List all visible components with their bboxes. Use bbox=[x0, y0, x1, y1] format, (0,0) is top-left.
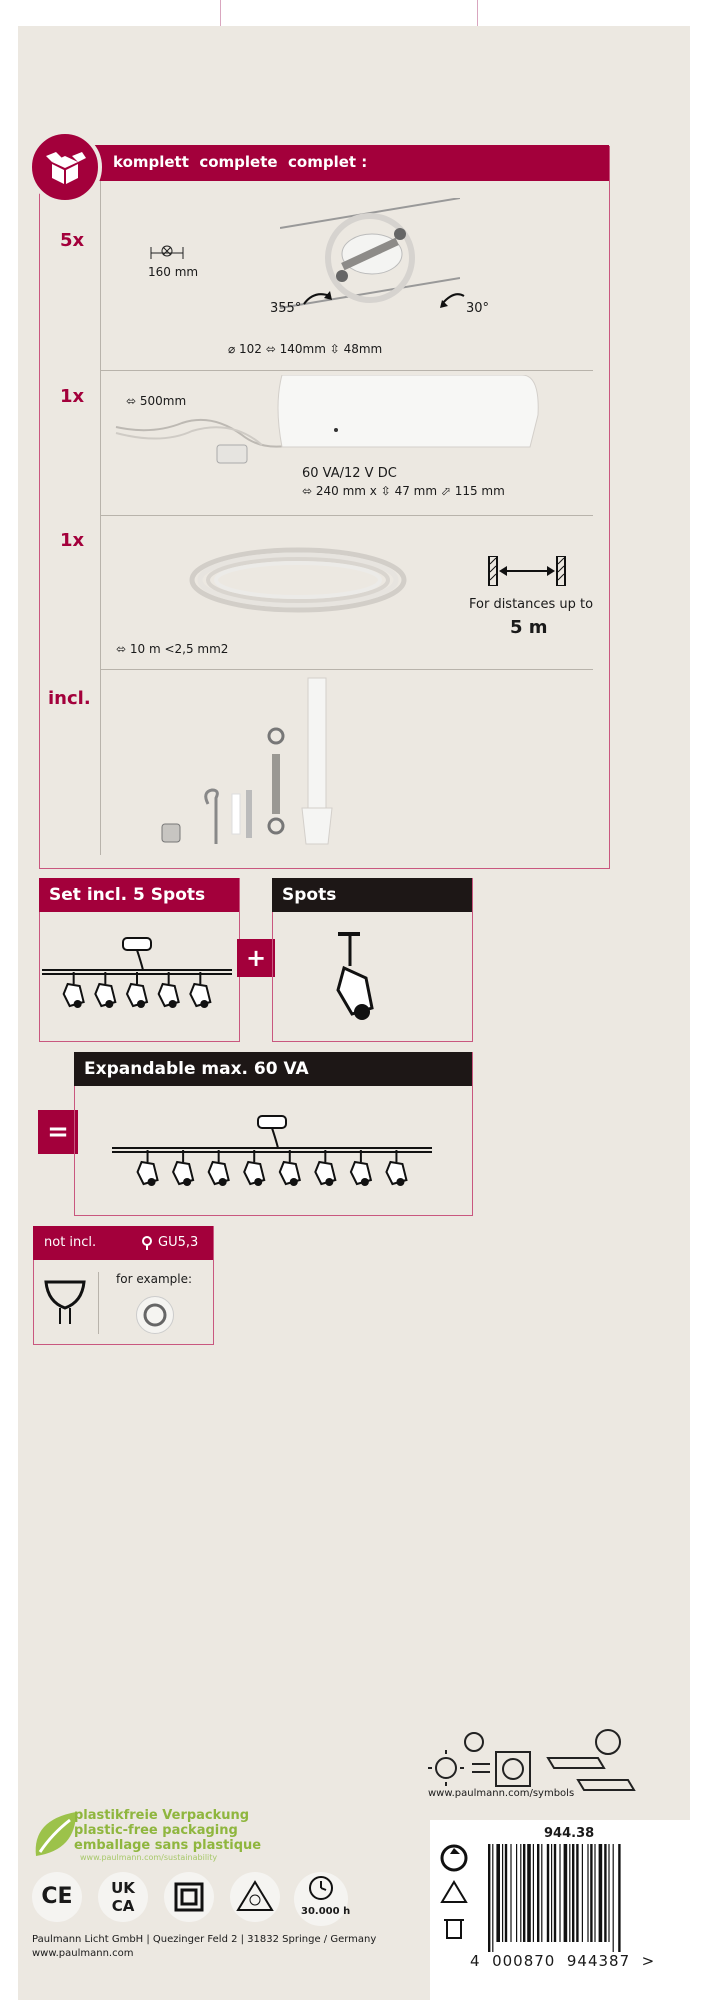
expanded-track-image bbox=[112, 1108, 432, 1202]
spot-dimensions: ⌀ 102 ⬄ 140mm ⇳ 48mm bbox=[228, 342, 383, 356]
lifetime-hours: 30.000 h bbox=[301, 1906, 351, 1917]
barcode-bar bbox=[492, 1844, 493, 1952]
transformer-spec: 60 VA/12 V DC bbox=[302, 466, 397, 481]
ukca-top: UK bbox=[111, 1879, 135, 1897]
spot-lens bbox=[219, 1178, 227, 1186]
spot-lens bbox=[169, 1000, 177, 1008]
barcode-bar bbox=[604, 1844, 606, 1942]
row-divider bbox=[101, 515, 593, 516]
ukca-bottom: CA bbox=[111, 1897, 135, 1915]
distance-icon bbox=[487, 556, 567, 590]
spot-lens bbox=[290, 1178, 298, 1186]
row-divider bbox=[101, 669, 593, 670]
leaf-icon bbox=[32, 1810, 78, 1864]
set-header: Set incl. 5 Spots bbox=[39, 878, 239, 912]
spot-lens bbox=[137, 1000, 145, 1008]
spot-lens bbox=[200, 1000, 208, 1008]
barcode-bar bbox=[594, 1844, 595, 1942]
barcode-bar bbox=[496, 1844, 500, 1942]
reflector-bulb-icon bbox=[44, 1278, 86, 1332]
distance-value: 5 m bbox=[510, 617, 548, 638]
spot-width-label: 160 mm bbox=[148, 265, 199, 279]
barcode-bar bbox=[527, 1844, 531, 1942]
transformer-icon bbox=[258, 1116, 286, 1128]
barcode bbox=[484, 1844, 664, 1956]
barcode-bar bbox=[502, 1844, 503, 1942]
mounting-hardware-image bbox=[150, 674, 350, 858]
barcode-bar bbox=[554, 1844, 556, 1942]
barcode-bar bbox=[520, 1844, 521, 1942]
ce-mark: CE bbox=[32, 1872, 82, 1922]
wire-spec: ⬄ 10 m <2,5 mm2 bbox=[116, 642, 229, 656]
equals-sign: = bbox=[38, 1110, 78, 1154]
barcode-bar bbox=[599, 1844, 603, 1942]
barcode-bar bbox=[541, 1844, 542, 1942]
ukca-mark bbox=[98, 1872, 148, 1922]
barcode-bar bbox=[564, 1844, 568, 1942]
spot-width-icon bbox=[150, 245, 184, 265]
barcode-bar bbox=[523, 1844, 525, 1942]
barcode-bar bbox=[569, 1844, 570, 1942]
spot-lens bbox=[396, 1178, 404, 1186]
example-bulb-image bbox=[136, 1296, 174, 1334]
eco-en: plastic-free packaging bbox=[74, 1823, 238, 1838]
single-spot-icon bbox=[330, 930, 400, 1024]
company-web: www.paulmann.com bbox=[32, 1948, 134, 1959]
barcode-bar bbox=[547, 1844, 549, 1942]
transformer-image bbox=[112, 375, 542, 479]
spot-lens bbox=[361, 1178, 369, 1186]
barcode-bar bbox=[572, 1844, 574, 1942]
spot-lens bbox=[183, 1178, 191, 1186]
eco-fr: emballage sans plastique bbox=[74, 1838, 262, 1853]
barcode-bar bbox=[505, 1844, 507, 1942]
barcode-bar bbox=[613, 1844, 614, 1952]
article-number: 944.38 bbox=[544, 1826, 595, 1841]
eco-de: plastikfreie Verpackung bbox=[74, 1808, 250, 1823]
company-address: Paulmann Licht GmbH | Quezinger Feld 2 | 31832 Springe / Germany bbox=[32, 1934, 377, 1945]
barcode-bar bbox=[559, 1844, 560, 1942]
row-divider bbox=[101, 370, 593, 371]
eco-url: www.paulmann.com/sustainability bbox=[80, 1853, 218, 1862]
track-set-image bbox=[42, 930, 232, 1024]
rotate-right-arrow-icon bbox=[440, 288, 466, 312]
wire-coil-image bbox=[188, 540, 408, 624]
row-quantity: incl. bbox=[48, 688, 91, 709]
barcode-bar bbox=[516, 1844, 517, 1942]
class-ii-icon bbox=[164, 1872, 214, 1922]
spot-lens bbox=[148, 1178, 156, 1186]
cable-length-label: ⬄ 500mm bbox=[126, 394, 187, 408]
not-included-label: not incl. bbox=[44, 1235, 97, 1250]
spot-lens bbox=[105, 1000, 113, 1008]
spot-lens bbox=[325, 1178, 333, 1186]
not-included-divider bbox=[98, 1272, 99, 1334]
spots-header: Spots bbox=[272, 878, 472, 912]
angle-right-label: 30° bbox=[466, 301, 490, 316]
example-label: for example: bbox=[116, 1272, 193, 1286]
row-quantity: 5x bbox=[60, 230, 85, 251]
barcode-bar bbox=[551, 1844, 552, 1942]
contents-column-divider bbox=[100, 181, 101, 855]
symbols-url: www.paulmann.com/symbols bbox=[428, 1788, 575, 1799]
transformer-icon bbox=[123, 938, 151, 950]
barcode-bar bbox=[587, 1844, 588, 1942]
barcode-bar bbox=[582, 1844, 583, 1942]
spot-lens bbox=[74, 1000, 82, 1008]
distance-label: For distances up to bbox=[469, 597, 594, 612]
plus-sign: + bbox=[237, 939, 275, 977]
barcode-bar bbox=[533, 1844, 534, 1942]
row-quantity: 1x bbox=[60, 386, 85, 407]
barcode-bar bbox=[618, 1844, 620, 1952]
barcode-bar bbox=[576, 1844, 578, 1942]
row-quantity: 1x bbox=[60, 530, 85, 551]
barcode-bar bbox=[590, 1844, 592, 1942]
bulb-icon bbox=[140, 1235, 154, 1254]
bulb-type-label: GU5,3 bbox=[158, 1235, 199, 1250]
barcode-bar bbox=[608, 1844, 609, 1942]
feed-wire bbox=[272, 1128, 278, 1148]
barcode-digits: 4 000870 944387 > bbox=[470, 1952, 656, 1970]
barcode-bar bbox=[488, 1844, 490, 1952]
rotate-left-arrow-icon bbox=[302, 286, 332, 310]
feed-wire bbox=[137, 950, 143, 970]
transformer-dimensions: ⬄ 240 mm x ⇳ 47 mm ⬀ 115 mm bbox=[302, 484, 505, 498]
barcode-bar bbox=[537, 1844, 539, 1942]
spot-lens bbox=[254, 1178, 262, 1186]
expand-header: Expandable max. 60 VA bbox=[74, 1052, 472, 1086]
package-icon bbox=[28, 130, 102, 204]
angle-left-label: 355° bbox=[270, 301, 302, 316]
contents-header-text: komplett complete complet : bbox=[113, 153, 368, 171]
barcode-bar bbox=[510, 1844, 511, 1942]
